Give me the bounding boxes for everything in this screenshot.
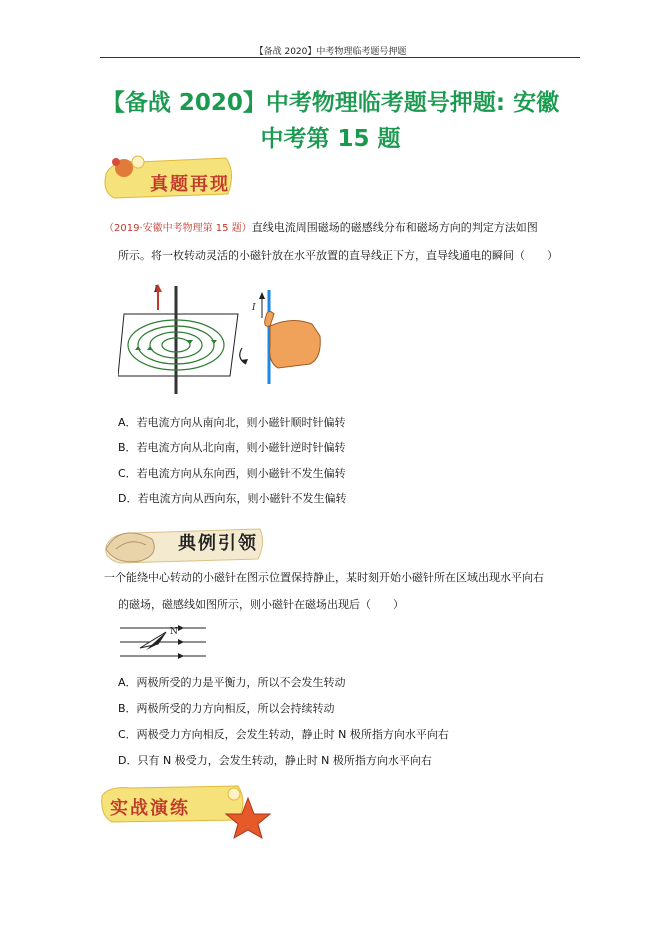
q2-text2: 的磁场，磁感线如图所示，则小磁针在磁场出现后（ ） <box>118 598 404 611</box>
header-rule <box>100 57 580 58</box>
doc-title-line1: 【备战 2020】中考物理临考题号押题: 安徽 <box>101 90 560 116</box>
q1-text1: 直线电流周围磁场的磁感线分布和磁场方向的判定方法如图 <box>251 221 538 234</box>
section-title-real: 真题再现 <box>150 174 230 195</box>
svg-text:I: I <box>154 285 158 295</box>
section-title-example: 典例引领 <box>178 533 258 554</box>
q1-source: （2019·安徽中考物理第 15 题） <box>104 223 252 234</box>
q1-text2: 所示。将一枚转动灵活的小磁针放在水平放置的直导线正下方，直导线通电的瞬间（ ） <box>118 249 558 262</box>
q1-option-b: B．若电流方向从北向南，则小磁针逆时针偏转 <box>118 441 346 454</box>
doc-title-line2: 中考第 15 题 <box>260 126 401 152</box>
q1-option-a: A．若电流方向从南向北，则小磁针顺时针偏转 <box>118 416 346 429</box>
page-header: 【备战 2020】中考物理临考题号押题 <box>254 47 407 57</box>
q1-option-d: D．若电流方向从西向东，则小磁针不发生偏转 <box>118 492 347 505</box>
q2-option-b: B．两极所受的力方向相反，所以会持续转动 <box>118 702 335 715</box>
q2-option-d: D．只有 N 极受力，会发生转动，静止时 N 极所指方向水平向右 <box>118 754 432 767</box>
q1-option-c: C．若电流方向从东向西，则小磁针不发生偏转 <box>118 467 346 480</box>
q1-figure-wire-field <box>118 280 248 398</box>
section-banner-real <box>98 152 238 200</box>
q2-option-c: C．两极受力方向相反，会发生转动，静止时 N 极所指方向水平向右 <box>118 728 449 741</box>
q1-figure-right-hand <box>232 286 328 386</box>
q2-figure-needle-field <box>118 620 210 664</box>
q1-line1 <box>104 216 574 240</box>
needle-n-label: N <box>170 627 178 637</box>
q2-text1: 一个能绕中心转动的小磁针在图示位置保持静止，某时刻开始小磁针所在区域出现水平向右 <box>104 571 544 584</box>
section-banner-example <box>100 519 270 567</box>
section-title-practice: 实战演练 <box>110 798 190 819</box>
section-banner-practice <box>98 780 278 828</box>
hand-current-label: I <box>252 303 256 313</box>
q2-option-a: A．两极所受的力是平衡力，所以不会发生转动 <box>118 676 346 689</box>
